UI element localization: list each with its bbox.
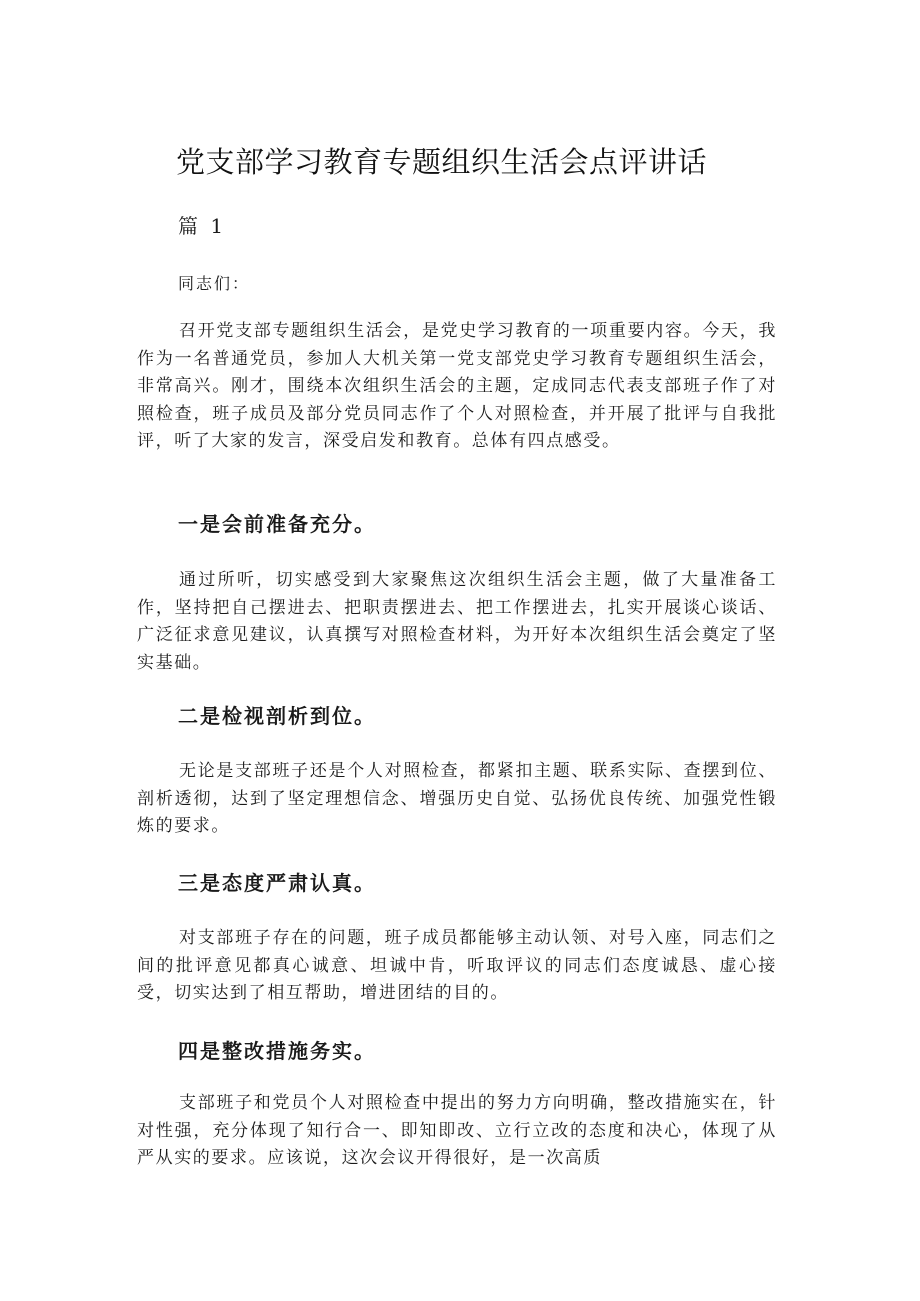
- salutation: 同志们：: [178, 274, 251, 293]
- section-heading-3: 三是态度严肃认真。: [178, 871, 376, 895]
- section-body-1: 通过所听，切实感受到大家聚焦这次组织生活会主题，做了大量准备工作，坚持把自己摆进去、把职责摆进去、把工作摆进去，扎实开展谈心谈话、广泛征求意见建议，认真撰写对照检查材料，为开好本次组织生活会奠定了坚实基础。: [137, 570, 777, 673]
- section-body-4: 支部班子和党员个人对照检查中提出的努力方向明确，整改措施实在，针对性强，充分体现了知行合一、即知即改、立行立改的态度和决心，体现了从严从实的要求。应该说，这次会议开得很好，是一次高质: [137, 1093, 777, 1168]
- section-heading-2: 二是检视剖析到位。: [178, 704, 376, 728]
- section-heading-1: 一是会前准备充分。: [178, 512, 376, 536]
- document-title: 党支部学习教育专题组织生活会点评讲话: [176, 145, 708, 179]
- intro-paragraph: 召开党支部专题组织生活会，是党史学习教育的一项重要内容。今天，我作为一名普通党员，参加人大机关第一党支部党史学习教育专题组织生活会，非常高兴。刚才，围绕本次组织生活会的主题，定成同志代表支部班子作了对照检查，班子成员及部分党员同志作了个人对照检查，并开展了批评与自我批评，听了大家的发言，深受启发和教育。总体有四点感受。: [137, 321, 777, 451]
- section-body-3: 对支部班子存在的问题，班子成员都能够主动认领、对号入座，同志们之间的批评意见都真心诚意、坦诚中肯，听取评议的同志们态度诚恳、虚心接受，切实达到了相互帮助，增进团结的目的。: [137, 928, 777, 1003]
- section-body-2: 无论是支部班子还是个人对照检查，都紧扣主题、联系实际、查摆到位、剖析透彻，达到了坚定理想信念、增强历史自觉、弘扬优良传统、加强党性锻炼的要求。: [137, 761, 777, 836]
- chapter-label: 篇 1: [178, 214, 227, 238]
- section-heading-4: 四是整改措施务实。: [178, 1039, 376, 1063]
